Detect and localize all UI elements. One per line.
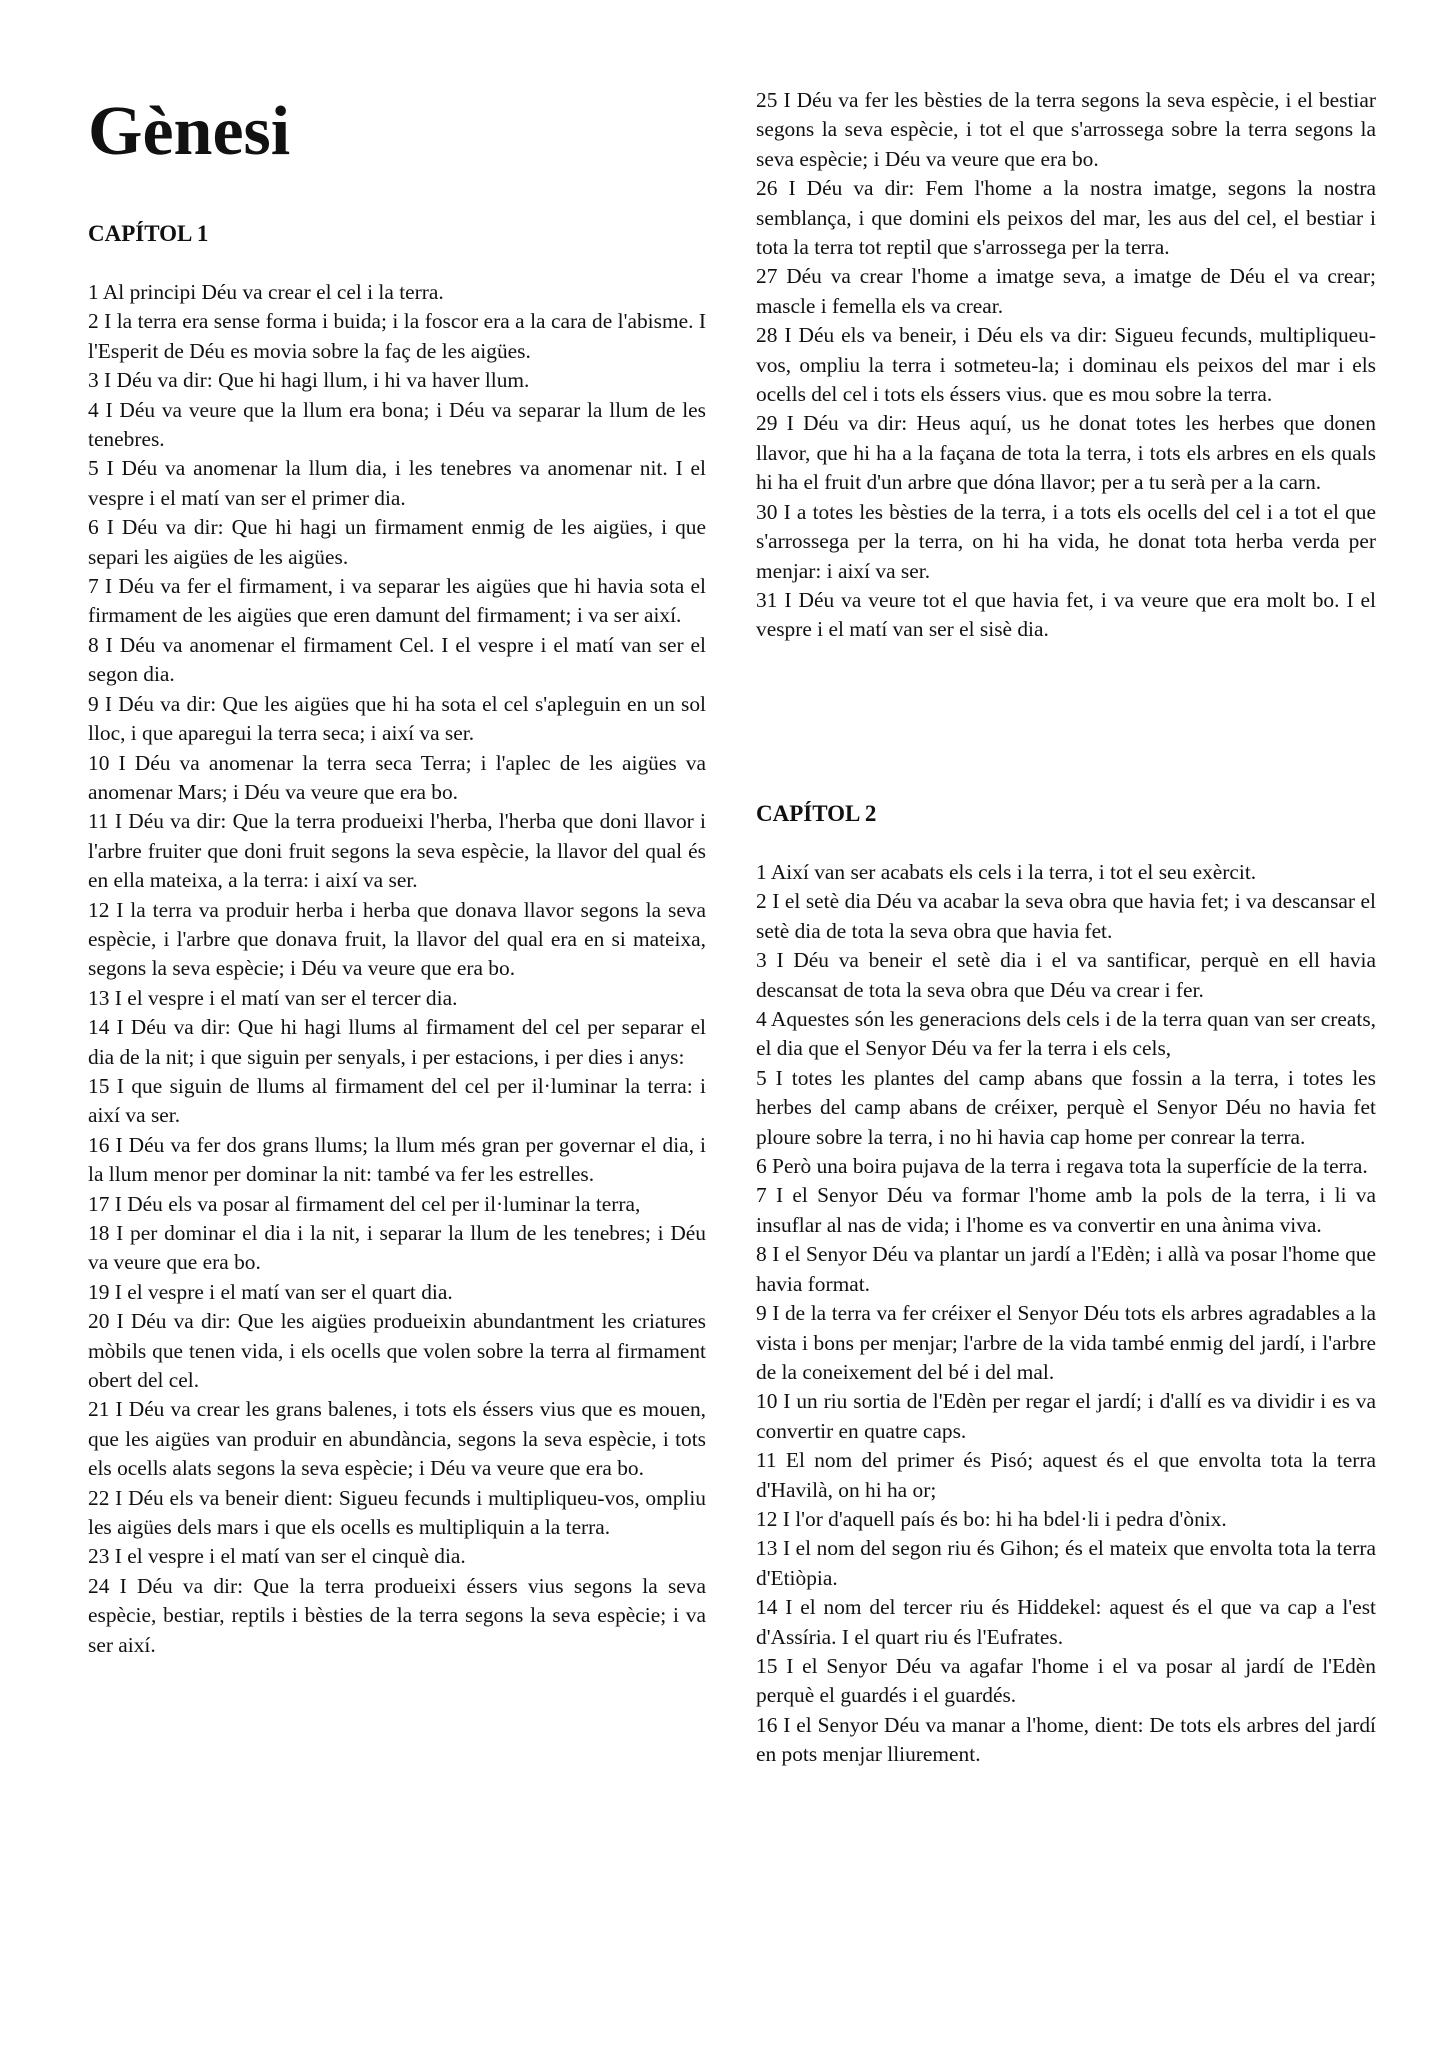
verse: 1 Al principi Déu va crear el cel i la terra. [88, 280, 444, 304]
verse: 3 I Déu va beneir el setè dia i el va santificar, perquè en ell havia descansat de tota la seva obra que Déu va crear i fer. [756, 948, 1376, 1002]
chapter-2-verses [756, 858, 1376, 1770]
verse: 11 I Déu va dir: Que la terra produeixi l'herba, l'herba que doni llavor i l'arbre fruiter que doni fruit segons la seva espècie, la llavor del qual és en ella mateixa, a la terra: i així va ser. [88, 809, 706, 893]
verse: 8 I el Senyor Déu va plantar un jardí a l'Edèn; i allà va posar l'home que havia format. [756, 1242, 1376, 1296]
verse: 28 I Déu els va beneir, i Déu els va dir: Sigueu fecunds, multipliqueu-vos, ompliu la terra i sotmeteu-la; i dominau els peixos del mar i els ocells del cel i tots els éssers vius. que es mou sobre la terra. [756, 323, 1376, 407]
verse: 1 Així van ser acabats els cels i la terra, i tot el seu exèrcit. [756, 860, 1257, 884]
chapter-1-verses-left [88, 278, 706, 1660]
verse: 7 I Déu va fer el firmament, i va separar les aigües que hi havia sota el firmament de les aigües que eren damunt del firmament; i va ser així. [88, 574, 706, 628]
verse: 22 I Déu els va beneir dient: Sigueu fecunds i multipliqueu-vos, ompliu les aigües dels mars i que els ocells es multipliquin a la terra. [88, 1485, 706, 1540]
verse: 4 Aquestes són les generacions dels cels i de la terra quan van ser creats, el dia que el Senyor Déu va fer la terra i els cels, [756, 1007, 1376, 1061]
verse: 7 I el Senyor Déu va formar l'home amb la pols de la terra, i li va insuflar al nas de vida; i l'home es va convertir en una ànima viva. [756, 1183, 1376, 1237]
verse: 12 I la terra va produir herba i herba que donava llavor segons la seva espècie, i l'arbre que donava fruit, la llavor del qual era en si mateixa, segons la seva espècie; i Déu va veure que era bo. [88, 897, 706, 981]
verse: 8 I Déu va anomenar el firmament Cel. I el vespre i el matí van ser el segon dia. [88, 632, 706, 687]
chapter-1-verses-right [756, 86, 1376, 645]
verse: 21 I Déu va crear les grans balenes, i tots els éssers vius que es mouen, que les aigües van produir en abundància, segons la seva espècie, i tots els ocells alats segons la seva espècie; i Déu va veure que era bo. [88, 1397, 706, 1481]
verse: 14 I Déu va dir: Que hi hagi llums al firmament del cel per separar el dia de la nit; i que siguin per senyals, i per estacions, i per dies i anys: [88, 1015, 706, 1069]
verse: 16 I el Senyor Déu va manar a l'home, dient: De tots els arbres del jardí en pots menjar lliurement. [756, 1712, 1376, 1767]
verse: 15 I que siguin de llums al firmament del cel per il·luminar la terra: i així va ser. [88, 1073, 706, 1128]
verse: 15 I el Senyor Déu va agafar l'home i el va posar al jardí de l'Edèn perquè el guardés i el guardés. [756, 1653, 1376, 1708]
verse: 18 I per dominar el dia i la nit, i separar la llum de les tenebres; i Déu va veure que era bo. [88, 1221, 706, 1275]
verse: 10 I un riu sortia de l'Edèn per regar el jardí; i d'allí es va dividir i es va convertir en quatre caps. [756, 1389, 1376, 1443]
verse: 23 I el vespre i el matí van ser el cinquè dia. [88, 1544, 466, 1569]
verse: 10 I Déu va anomenar la terra seca Terra; i l'aplec de les aigües va anomenar Mars; i Déu va veure que era bo. [88, 750, 706, 804]
verse: 17 I Déu els va posar al firmament del cel per il·luminar la terra, [88, 1191, 641, 1216]
verse: 31 I Déu va veure tot el que havia fet, i va veure que era molt bo. I el vespre i el matí van ser el sisè dia. [756, 587, 1376, 642]
verse: 6 I Déu va dir: Que hi hagi un firmament enmig de les aigües, i que separi les aigües de les aigües. [88, 515, 706, 569]
verse: 3 I Déu va dir: Que hi hagi llum, i hi va haver llum. [88, 368, 530, 393]
verse: 2 I el setè dia Déu va acabar la seva obra que havia fet; i va descansar el setè dia de tota la seva obra que havia fet. [756, 889, 1376, 943]
verse: 2 I la terra era sense forma i buida; i la foscor era a la cara de l'abisme. I l'Esperit de Déu es movia sobre la faç de les aigües. [88, 309, 706, 363]
verse: 5 I totes les plantes del camp abans que fossin a la terra, i totes les herbes del camp abans de créixer, perquè el Senyor Déu no havia fet ploure sobre la terra, i no hi havia cap home per conrear la terra. [756, 1065, 1376, 1149]
verse: 14 I el nom del tercer riu és Hiddekel: aquest és el que va cap a l'est d'Assíria. I el quart riu és l'Eufrates. [756, 1595, 1376, 1649]
chapter-2-heading: CAPÍTOL 2 [756, 801, 877, 826]
verse: 20 I Déu va dir: Que les aigües produeixin abundantment les criatures mòbils que tenen vida, i els ocells que volen sobre la terra al firmament obert del cel. [88, 1309, 706, 1393]
verse: 26 I Déu va dir: Fem l'home a la nostra imatge, segons la nostra semblança, i que domini els peixos del mar, les aus del cel, el bestiar i tota la terra tot reptil que s'arrossega per la terra. [756, 176, 1376, 260]
verse: 9 I Déu va dir: Que les aigües que hi ha sota el cel s'apleguin en un sol lloc, i que aparegui la terra seca; i així va ser. [88, 691, 706, 746]
verse: 24 I Déu va dir: Que la terra produeixi éssers vius segons la seva espècie, bestiar, reptils i bèsties de la terra segons la seva espècie; i va ser així. [88, 1573, 706, 1657]
verse: 27 Déu va crear l'home a imatge seva, a imatge de Déu el va crear; mascle i femella els va crear. [756, 264, 1376, 318]
verse: 12 I l'or d'aquell país és bo: hi ha bdel·li i pedra d'ònix. [756, 1506, 1227, 1531]
verse: 13 I el nom del segon riu és Gihon; és el mateix que envolta tota la terra d'Etiòpia. [756, 1536, 1376, 1590]
verse: 6 Però una boira pujava de la terra i regava tota la superfície de la terra. [756, 1154, 1368, 1179]
verse: 13 I el vespre i el matí van ser el tercer dia. [88, 985, 458, 1010]
verse: 25 I Déu va fer les bèsties de la terra segons la seva espècie, i el bestiar segons la seva espècie, i tot el que s'arrossega sobre la terra segons la seva espècie; i Déu va veure que era bo. [756, 88, 1376, 171]
verse: 16 I Déu va fer dos grans llums; la llum més gran per governar el dia, i la llum menor per dominar la nit: també va fer les estrelles. [88, 1132, 706, 1187]
verse: 29 I Déu va dir: Heus aquí, us he donat totes les herbes que donen llavor, que hi ha a la façana de tota la terra, i tots els arbres en els quals hi ha el fruit d'un arbre que dóna llavor; per a tu serà per a la carn. [756, 411, 1376, 495]
verse: 4 I Déu va veure que la llum era bona; i Déu va separar la llum de les tenebres. [88, 397, 706, 452]
verse: 9 I de la terra va fer créixer el Senyor Déu tots els arbres agradables a la vista i bons per menjar; l'arbre de la vida també enmig del jardí, i l'arbre de la coneixement del bé i del mal. [756, 1301, 1376, 1384]
book-title: Gènesi [88, 93, 291, 170]
verse: 11 El nom del primer és Pisó; aquest és el que envolta tota la terra d'Havilà, on hi ha or; [756, 1448, 1376, 1502]
verse: 5 I Déu va anomenar la llum dia, i les tenebres va anomenar nit. I el vespre i el matí van ser el primer dia. [88, 456, 706, 510]
verse: 19 I el vespre i el matí van ser el quart dia. [88, 1279, 453, 1304]
chapter-1-heading: CAPÍTOL 1 [88, 221, 209, 246]
verse: 30 I a totes les bèsties de la terra, i a tots els ocells del cel i a tot el que s'arrossega per la terra, on hi ha vida, he donat tota herba verda per menjar: i així va ser. [756, 499, 1376, 583]
